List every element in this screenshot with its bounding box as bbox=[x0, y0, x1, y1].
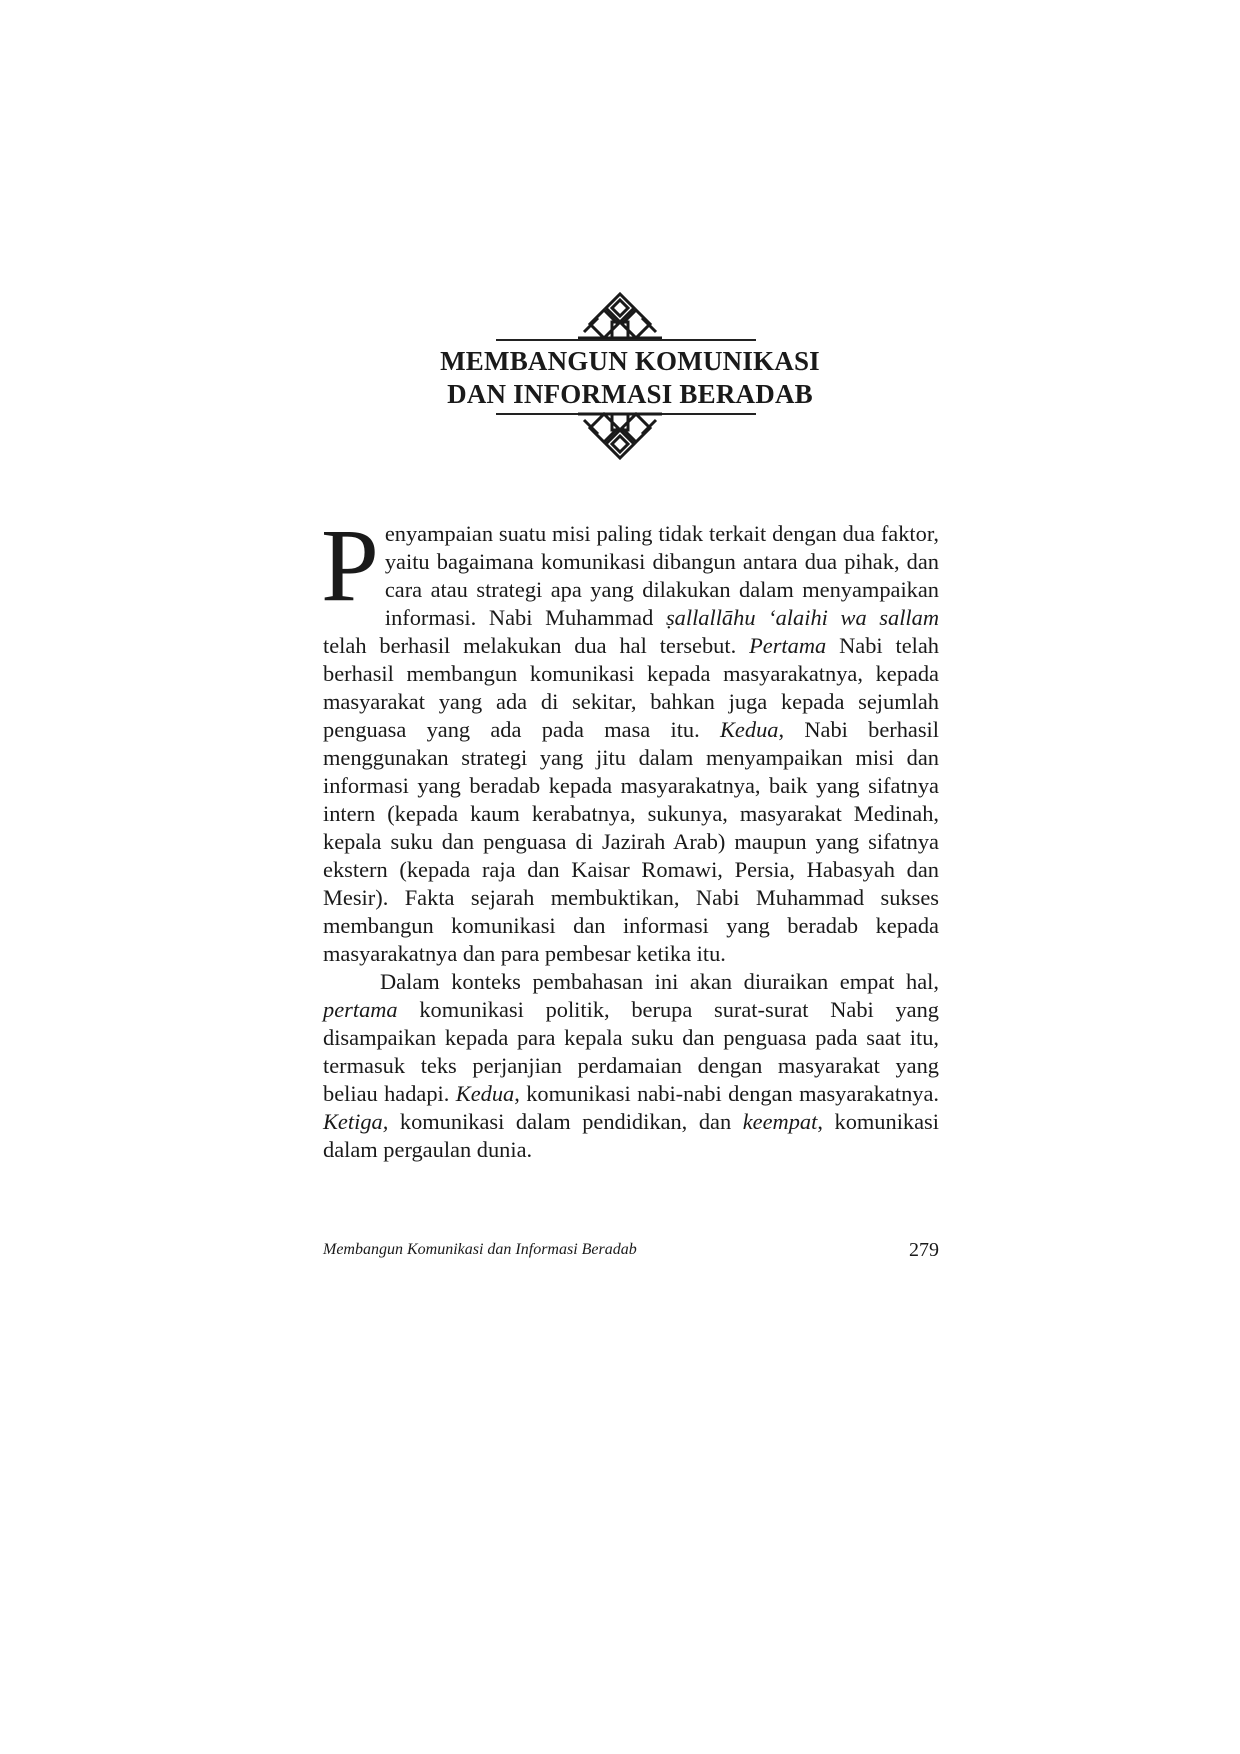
page-number: 279 bbox=[909, 1239, 939, 1261]
text-run: enyampaian suatu misi paling tidak terkait dengan dua faktor, yaitu bagaimana komunikasi dibangun antara dua pihak, dan cara atau strategi apa yang dilakukan dalam menyampaikan informasi. Nabi Muhammad bbox=[384, 521, 939, 630]
italic-run: ṣallallāhu ‘alaihi wa sallam bbox=[665, 605, 940, 630]
paragraph-2-text bbox=[323, 969, 939, 1162]
title-line-1: MEMBANGUN KOMUNIKASI bbox=[440, 346, 820, 376]
ornament-bottom-icon bbox=[574, 412, 666, 460]
paragraph-2 bbox=[323, 968, 939, 1164]
chapter-body bbox=[321, 508, 940, 1164]
text-run: Nabi telah berhasil membangun komunikasi kepada masyarakatnya, kepada masyarakat yang ada di sekitar, bahkan juga kepada sejumlah penguasa yang ada pada masa itu. bbox=[323, 633, 940, 742]
text-run: , komunikasi nabi-nabi dengan masyarakatnya. bbox=[514, 1081, 939, 1106]
text-run: komunikasi dalam pendidikan, dan bbox=[388, 1109, 743, 1134]
text-run: komunikasi politik, berupa surat-surat Nabi yang disampaikan kepada para kepala suku dan penguasa pada saat itu, termasuk teks perjanjian perdamaian dengan masyarakat yang beliau hadapi. bbox=[323, 997, 939, 1106]
page-title bbox=[320, 345, 940, 411]
drop-cap: P bbox=[321, 508, 379, 623]
text-run: Dalam konteks pembahasan ini akan diuraikan empat hal, bbox=[380, 969, 939, 994]
text-run: telah berhasil melakukan dua hal tersebut. bbox=[323, 633, 750, 658]
ornament-top-icon bbox=[574, 292, 666, 340]
italic-run: Kedua bbox=[720, 717, 779, 742]
italic-run: Kedua bbox=[455, 1081, 515, 1106]
italic-run: pertama bbox=[323, 997, 398, 1022]
page-footer bbox=[323, 1240, 939, 1260]
title-line-2: DAN INFORMASI BERADAB bbox=[447, 379, 813, 409]
paragraph-1 bbox=[321, 508, 940, 968]
running-title: Membangun Komunikasi dan Informasi Beradab bbox=[323, 1241, 637, 1258]
paragraph-1-text bbox=[321, 508, 940, 966]
italic-run: keempat bbox=[742, 1109, 818, 1134]
text-run: , komunikasi dalam pergaulan dunia. bbox=[323, 1109, 939, 1162]
italic-run: Pertama bbox=[749, 633, 827, 658]
text-run: , Nabi berhasil menggunakan strategi yang jitu dalam menyampaikan misi dan informasi yang beradab kepada masyarakatnya, baik yang sifatnya intern (kepada kaum kerabatnya, sukunya, masyarakat Medinah, kepala suku dan penguasa di Jazirah Arab) maupun yang sifatnya ekstern (kepada raja dan Kaisar Romawi, Persia, Habasyah dan Mesir). Fakta sejarah membuktikan, Nabi Muhammad sukses membangun komunikasi dan informasi yang beradab kepada masyarakatnya dan para pembesar ketika itu. bbox=[323, 717, 939, 966]
title-rule-top bbox=[496, 339, 756, 341]
italic-run: Ketiga, bbox=[323, 1109, 389, 1134]
